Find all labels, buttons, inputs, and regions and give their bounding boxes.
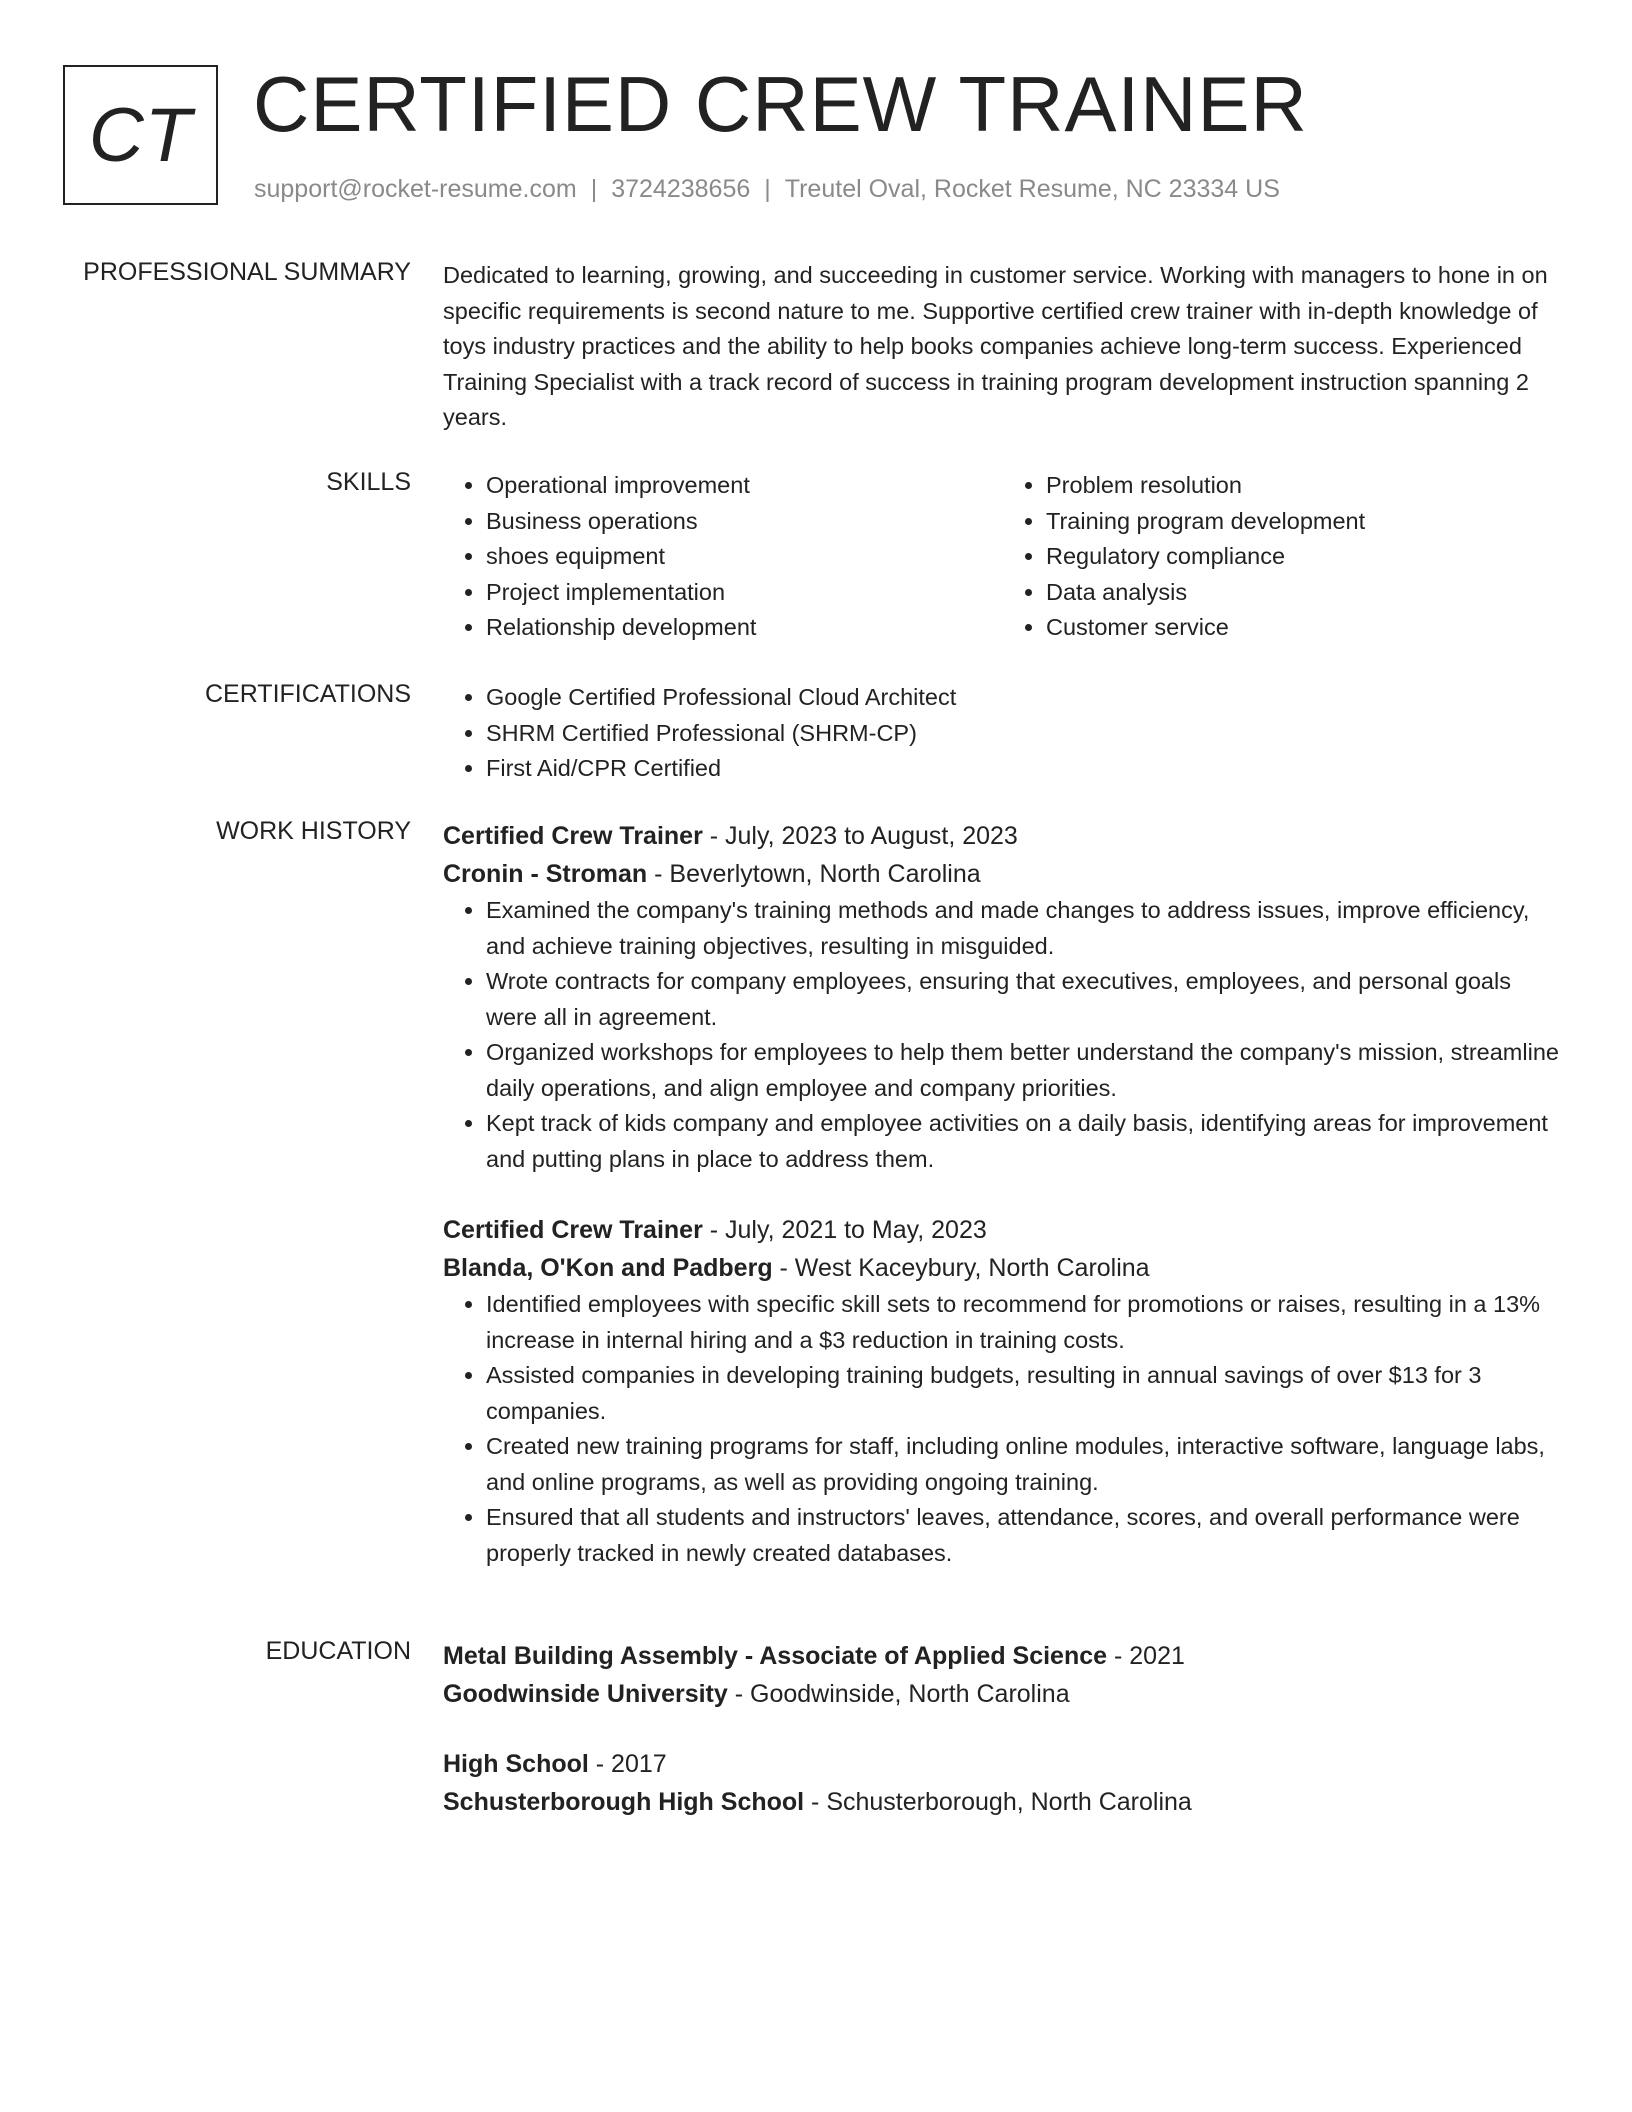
education-location: - Goodwinside, North Carolina [727,1680,1070,1708]
section-label: CERTIFICATIONS [204,680,411,708]
certifications-list [443,680,1563,787]
job-bullet: • Assisted companies in developing training budgets, resulting in annual savings of over $13 for 3 companies. [486,1358,1563,1429]
skill-item: • shoes equipment [486,539,1003,575]
skills-columns [443,468,1563,646]
education-degree-line [443,1745,1563,1783]
certification-item: • First Aid/CPR Certified [486,751,1563,787]
job-bullet: • Created new training programs for staff, including online modules, interactive software, language labs, and online programs, as well as providing ongoing training. [486,1429,1563,1500]
job-bullet: • Kept track of kids company and employee activities on a daily basis, identifying areas for improvement and putting plans in place to address them. [486,1106,1563,1177]
job-title: Certified Crew Trainer [443,1216,703,1244]
skill-item: • Regulatory compliance [1046,539,1563,575]
education-year: - 2021 [1107,1642,1185,1670]
education-entry [443,1637,1563,1713]
job-location: - Beverlytown, North Carolina [647,860,981,888]
job-entry [443,1211,1563,1571]
skill-item: • Project implementation [486,575,1003,611]
education-degree: Metal Building Assembly - Associate of Applied Science [443,1642,1108,1670]
certification-item: • Google Certified Professional Cloud Architect [486,680,1563,716]
certification-item: • SHRM Certified Professional (SHRM-CP) [486,716,1563,752]
job-dates: - July, 2021 to May, 2023 [702,1216,987,1244]
skill-item: • Operational improvement [486,468,1003,504]
job-bullet: • Ensured that all students and instructors' leaves, attendance, scores, and overall performance were properly tracked in newly created databases. [486,1500,1563,1571]
resume-title: CERTIFIED CREW TRAINER [253,60,1308,148]
skill-item: • Customer service [1046,610,1563,646]
job-bullet: • Wrote contracts for company employees, ensuring that executives, employees, and personal goals were all in agreement. [486,964,1563,1035]
contact-address: Treutel Oval, Rocket Resume, NC 23334 US [784,175,1280,203]
certifications-body [443,680,1563,787]
contact-separator: | [590,175,598,203]
job-title-line [443,1211,1563,1249]
job-bullets [443,1287,1563,1571]
section-label: WORK HISTORY [216,817,411,845]
section-label: SKILLS [326,468,411,496]
education-school: Goodwinside University [443,1680,728,1708]
section-label: PROFESSIONAL SUMMARY [83,258,411,286]
education-location: - Schusterborough, North Carolina [804,1788,1192,1816]
skill-item: • Business operations [486,504,1003,540]
job-bullet: • Identified employees with specific skill sets to recommend for promotions or raises, resulting in a 13% increase in internal hiring and a $3 reduction in training costs. [486,1287,1563,1358]
job-location: - West Kaceybury, North Carolina [772,1254,1150,1282]
education-entry [443,1745,1563,1821]
education-school: Schusterborough High School [443,1788,805,1816]
job-title: Certified Crew Trainer [443,822,703,850]
job-dates: - July, 2023 to August, 2023 [702,822,1018,850]
education-body [443,1637,1563,1821]
job-title-line [443,817,1563,855]
job-bullets [443,893,1563,1177]
skill-item: • Training program development [1046,504,1563,540]
education-school-line [443,1783,1563,1821]
initials-monogram: CT [63,65,218,205]
job-company-line [443,1249,1563,1287]
job-company-line [443,855,1563,893]
job-company: Blanda, O'Kon and Padberg [443,1254,773,1282]
job-company: Cronin - Stroman [443,860,648,888]
contact-line [254,175,1280,204]
skill-item: • Data analysis [1046,575,1563,611]
education-degree-line [443,1637,1563,1675]
section-label: EDUCATION [265,1637,411,1665]
work-history-body [443,817,1563,1571]
education-degree: High School [443,1750,589,1778]
skills-list-right [1003,468,1563,646]
skill-item: • Relationship development [486,610,1003,646]
resume-header [63,60,1563,215]
education-year: - 2017 [588,1750,667,1778]
contact-phone: 3724238656 [611,175,751,203]
contact-email: support@rocket-resume.com [254,175,577,203]
education-school-line [443,1675,1563,1713]
contact-separator: | [764,175,771,203]
skill-item: • Problem resolution [1046,468,1563,504]
job-bullet: • Examined the company's training methods and made changes to address issues, improve efficiency, and achieve training objectives, resulting in misguided. [486,893,1563,964]
job-bullet: • Organized workshops for employees to help them better understand the company's mission, streamline daily operations, and align employee and company priorities. [486,1035,1563,1106]
summary-text: Dedicated to learning, growing, and succeeding in customer service. Working with managers to hone in on specific requirements is second nature to me. Supportive certified crew trainer with in-depth knowledge of toys industry practices and the ability to help books companies achieve long-term success. Experienced Training Specialist with a track record of success in training program development instruction spanning 2 years. [443,262,1548,430]
skills-list-left [443,468,1003,646]
job-entry [443,817,1563,1177]
